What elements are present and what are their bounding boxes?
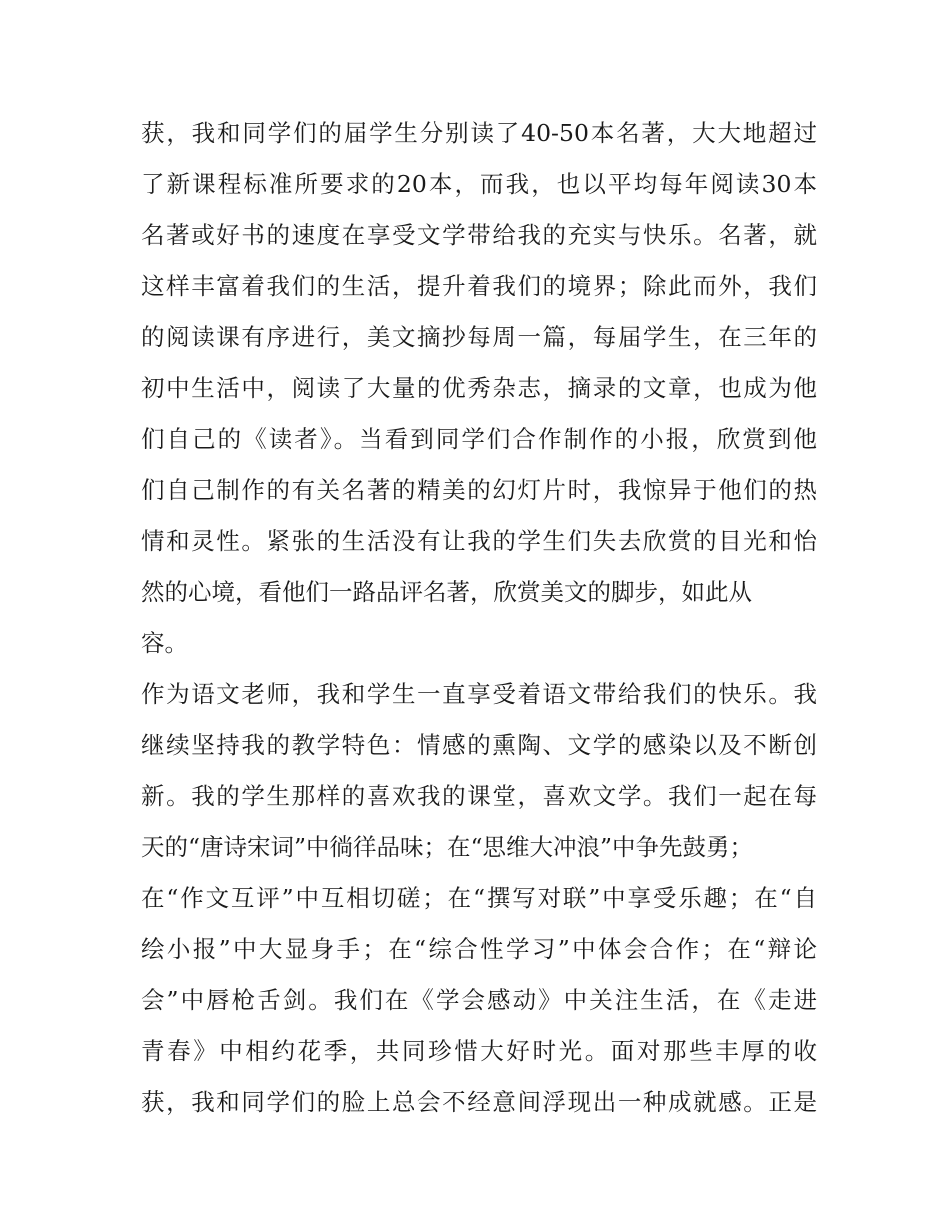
- text-line: 获，我和同学们的届学生分别读了40-50本名著，大大地超过: [141, 119, 817, 147]
- paragraph-2: [141, 669, 817, 1128]
- text-line: 在“作文互评”中互相切磋；在“撰写对联”中享受乐趣；在“自: [141, 884, 817, 912]
- text-line: 容。: [141, 629, 188, 657]
- text-line: 们自己的《读者》。当看到同学们合作制作的小报，欣赏到他: [141, 425, 817, 453]
- text-line: 青春》中相约花季，共同珍惜大好时光。面对那些丰厚的收: [141, 1037, 817, 1065]
- text-line: 了新课程标准所要求的20本，而我，也以平均每年阅读30本: [141, 170, 817, 198]
- text-line: 绘小报”中大显身手；在“综合性学习”中体会合作；在“辩论: [141, 935, 817, 963]
- document-body: [141, 108, 817, 1128]
- text-line: 天的“唐诗宋词”中徜徉品味；在“思维大冲浪”中争先鼓勇；: [141, 833, 754, 861]
- text-line: 初中生活中，阅读了大量的优秀杂志，摘录的文章，也成为他: [141, 374, 817, 402]
- text-line: 名著或好书的速度在享受文学带给我的充实与快乐。名著，就: [141, 221, 817, 249]
- text-line: 然的心境，看他们一路品评名著，欣赏美文的脚步，如此从: [141, 578, 752, 606]
- text-line: 们自己制作的有关名著的精美的幻灯片时，我惊异于他们的热: [141, 476, 817, 504]
- text-line: 继续坚持我的教学特色：情感的熏陶、文学的感染以及不断创: [141, 731, 817, 759]
- text-line: 的阅读课有序进行，美文摘抄每周一篇，每届学生，在三年的: [141, 323, 817, 351]
- text-line: 获，我和同学们的脸上总会不经意间浮现出一种成就感。正是: [141, 1088, 817, 1116]
- text-line: 这样丰富着我们的生活，提升着我们的境界；除此而外，我们: [141, 272, 817, 300]
- paragraph-1: [141, 108, 817, 669]
- text-line: 情和灵性。紧张的生活没有让我的学生们失去欣赏的目光和怡: [141, 527, 817, 555]
- text-line: 新。我的学生那样的喜欢我的课堂，喜欢文学。我们一起在每: [141, 782, 817, 810]
- text-line: 会”中唇枪舌剑。我们在《学会感动》中关注生活，在《走进: [141, 986, 817, 1014]
- text-line: 作为语文老师，我和学生一直享受着语文带给我们的快乐。我: [141, 680, 817, 708]
